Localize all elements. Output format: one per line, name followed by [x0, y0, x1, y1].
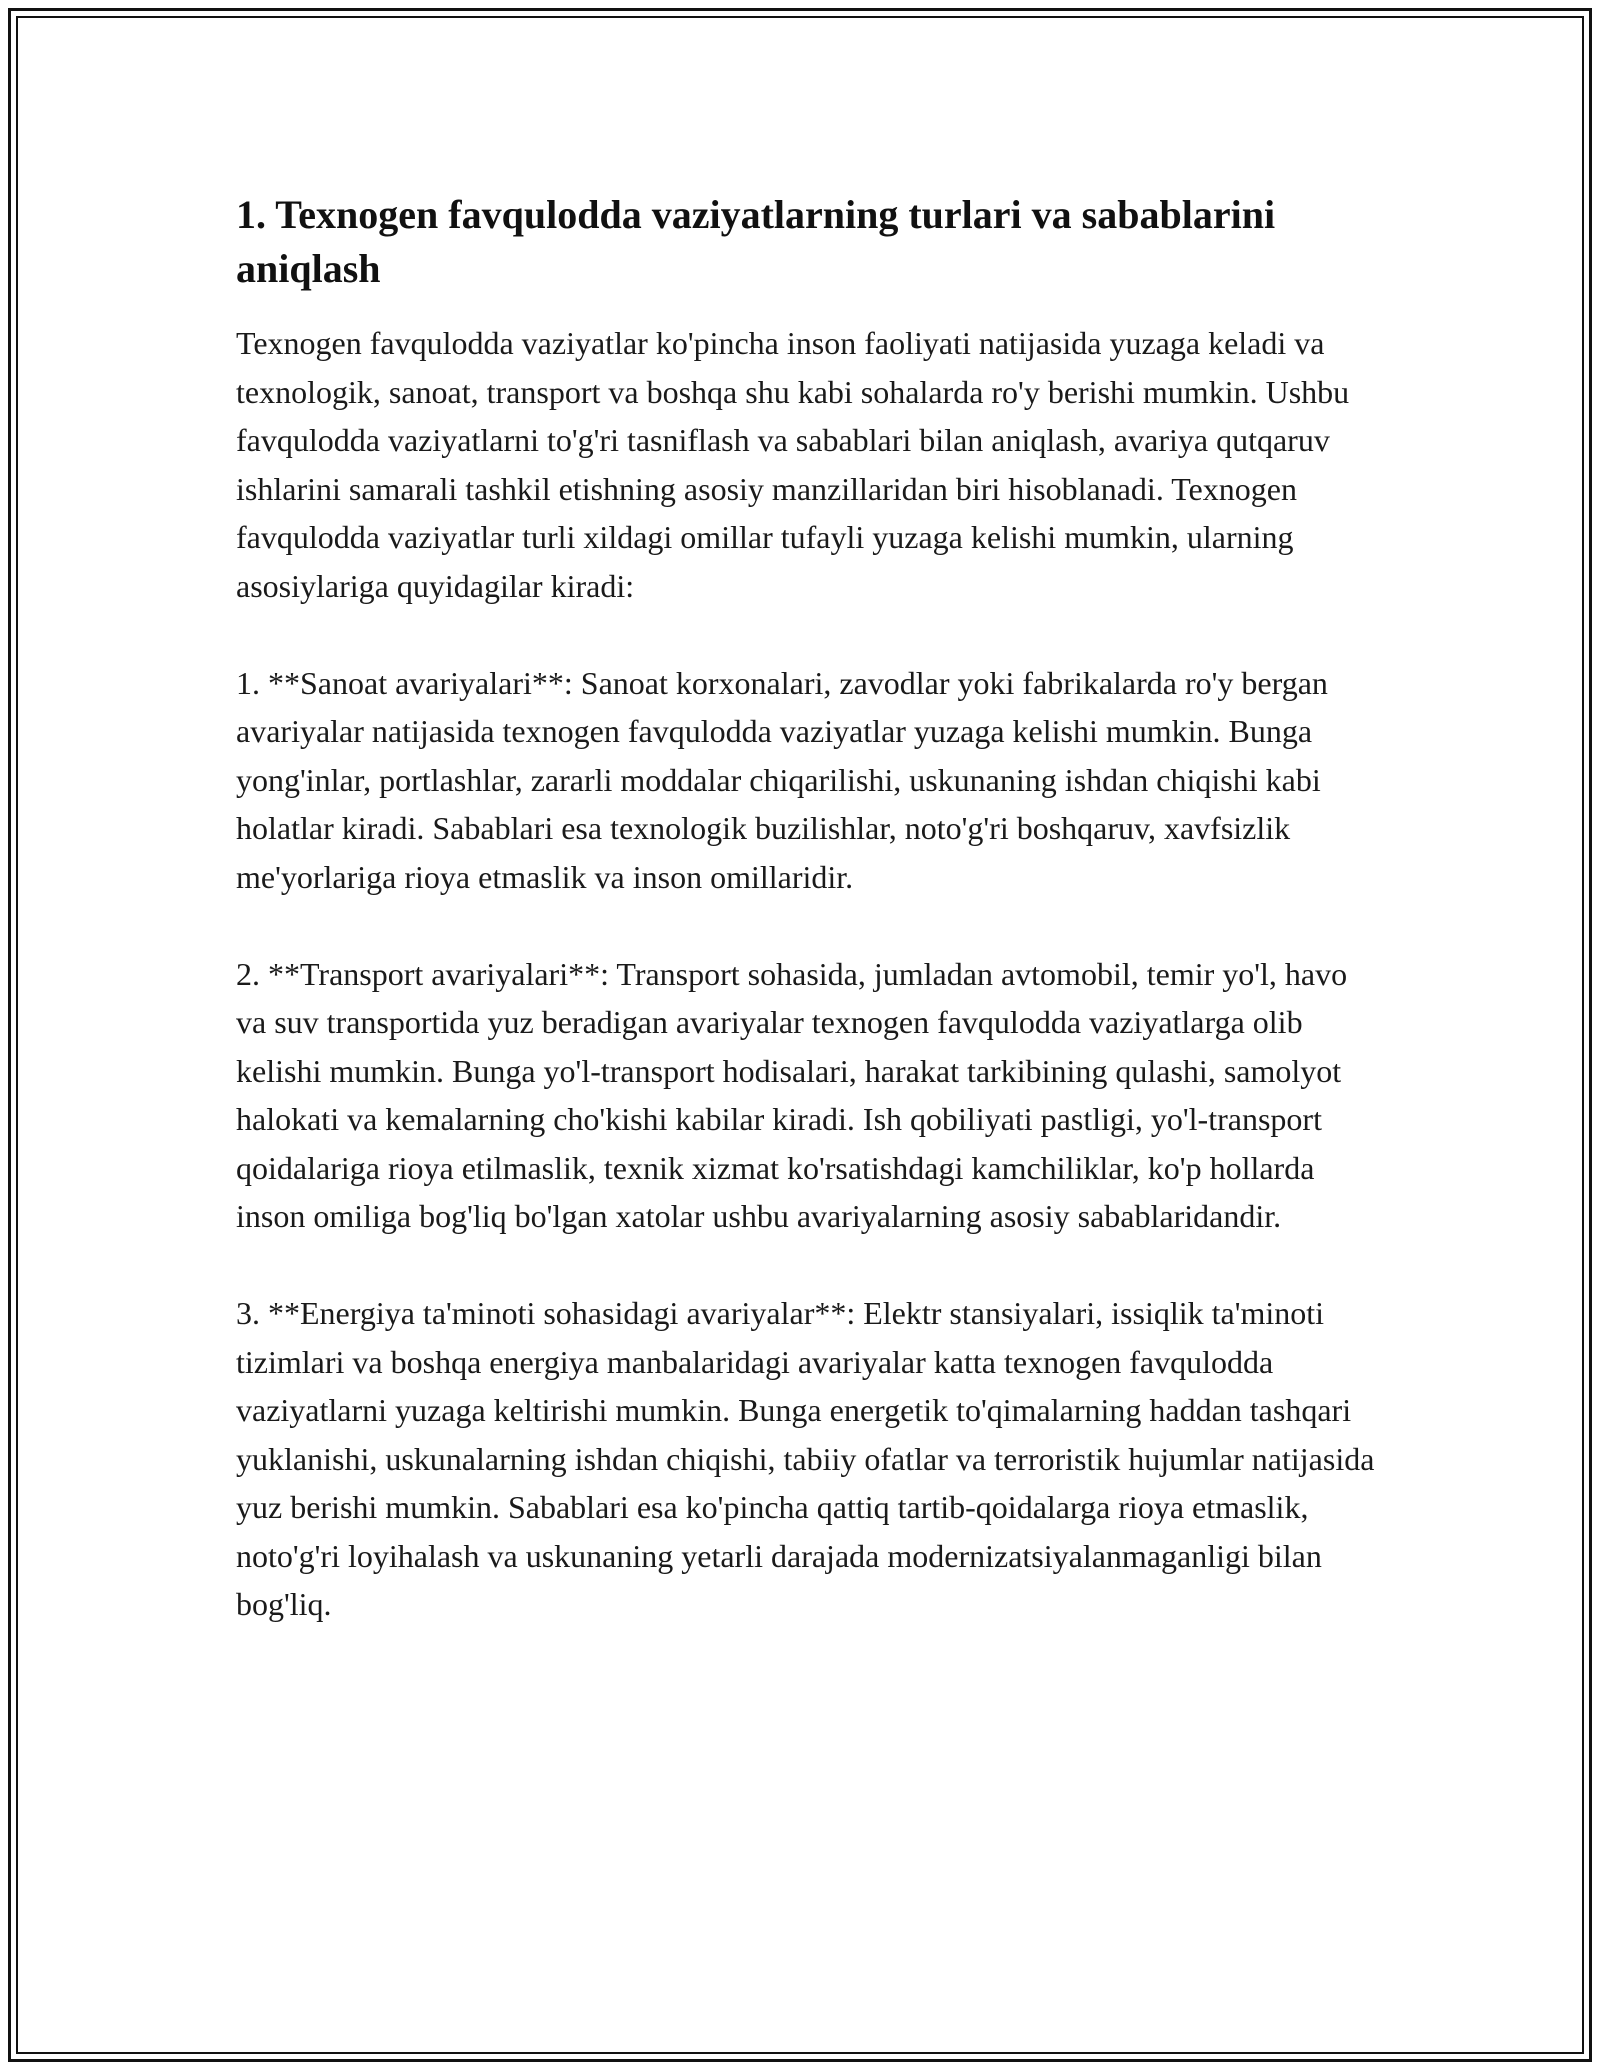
- list-item-industrial-accidents: 1. **Sanoat avariyalari**: Sanoat korxonalari, zavodlar yoki fabrikalarda ro'y bergan avariyalar natijasida texnogen favqulodda vaziyatlar yuzaga kelishi mumkin. Bunga yong'inlar, portlashlar, zararli moddalar chiqarilishi, uskunaning ishdan chiqishi kabi holatlar kiradi. Sabablari esa texnologik buzilishlar, noto'g'ri boshqaruv, xavfsizlik me'yorlariga rioya etmaslik va inson omillaridir.: [236, 664, 1328, 895]
- list-item-transport-accidents: 2. **Transport avariyalari**: Transport sohasida, jumladan avtomobil, temir yo'l, havo va suv transportida yuz beradigan avariyalar texnogen favqulodda vaziyatlarga olib kelishi mumkin. Bunga yo'l-transport hodisalari, harakat tarkibining qulashi, samolyot halokati va kemalarning cho'kishi kabilar kiradi. Ish qobiliyati pastligi, yo'l-transport qoidalariga rioya etilmaslik, texnik xizmat ko'rsatishdagi kamchiliklar, ko'p hollarda inson omiliga bog'liq bo'lgan xatolar ushbu avariyalarning asosiy sabablaridandir.: [236, 955, 1348, 1234]
- list-item-energy-accidents: 3. **Energiya ta'minoti sohasidagi avariyalar**: Elektr stansiyalari, issiqlik ta'minoti tizimlari va boshqa energiya manbalaridagi avariyalar katta texnogen favqulodda vaziyatlarni yuzaga keltirishi mumkin. Bunga energetik to'qimalarning haddan tashqari yuklanishi, uskunalarning ishdan chiqishi, tabiiy ofatlar va terroristik hujumlar natijasida yuz berishi mumkin. Sabablari esa ko'pincha qattiq tartib-qoidalarga rioya etmaslik, noto'g'ri loyihalash va uskunaning yetarli darajada modernizatsiyalanmaganligi bilan bog'liq.: [236, 1295, 1375, 1622]
- document-body: [236, 188, 1376, 1629]
- intro-paragraph: Texnogen favqulodda vaziyatlar ko'pincha inson faoliyati natijasida yuzaga keladi va texnologik, sanoat, transport va boshqa shu kabi sohalarda ro'y berishi mumkin. Ushbu favqulodda vaziyatlarni to'g'ri tasniflash va sabablari bilan aniqlash, avariya qutqaruv ishlarini samarali tashkil etishning asosiy manzillaridan biri hisoblanadi. Texnogen favqulodda vaziyatlar turli xildagi omillar tufayli yuzaga kelishi mumkin, ularning asosiylariga quyidagilar kiradi:: [236, 325, 1350, 604]
- document-title: 1. Texnogen favqulodda vaziyatlarning turlari va sabablarini aniqlash: [236, 192, 1276, 291]
